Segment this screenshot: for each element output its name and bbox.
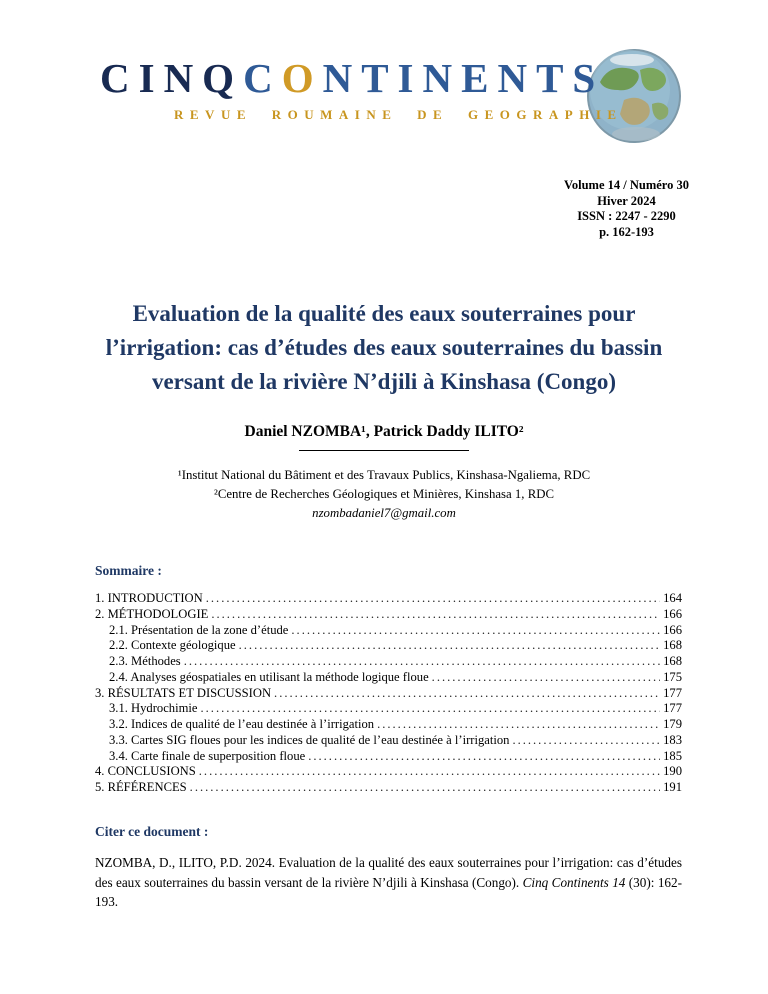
- toc-label: 1. INTRODUCTION: [95, 591, 203, 606]
- affiliation-2: ²Centre de Recherches Géologiques et Minières, Kinshasa 1, RDC: [213, 486, 555, 501]
- toc-label: 3.3. Cartes SIG floues pour les indices de qualité de l’eau destinée à l’irrigation: [109, 732, 510, 747]
- toc-item-introduction[interactable]: [95, 591, 682, 607]
- toc-item-resultats[interactable]: [95, 686, 682, 702]
- logo-o-accent: O: [281, 55, 323, 101]
- authors-divider: [299, 450, 469, 451]
- author-email[interactable]: nzombadaniel7@gmail.com: [312, 505, 456, 520]
- toc-page-number: 179: [663, 717, 682, 732]
- toc-leader-dots: [377, 717, 660, 733]
- issue-volume: Volume 14 / Numéro 30: [564, 178, 689, 192]
- table-of-contents: [95, 591, 682, 796]
- toc-item-3-3[interactable]: [95, 733, 682, 749]
- toc-page-number: 177: [663, 701, 682, 716]
- toc-page-number: 190: [663, 764, 682, 779]
- logo-cinq: CINQ: [100, 55, 244, 101]
- toc-item-2-4[interactable]: [95, 670, 682, 686]
- article-authors: Daniel NZOMBA¹, Patrick Daddy ILITO²: [244, 422, 524, 440]
- logo-c: C: [243, 55, 282, 101]
- citation-after: (30): 162-193.: [95, 874, 682, 910]
- toc-page-number: 168: [663, 654, 682, 669]
- toc-leader-dots: [239, 638, 660, 654]
- toc-item-2-3[interactable]: [95, 654, 682, 670]
- toc-label: 4. CONCLUSIONS: [95, 764, 196, 779]
- toc-leader-dots: [211, 607, 660, 623]
- toc-label: 2.4. Analyses géospatiales en utilisant la méthode logique floue: [109, 669, 429, 684]
- issue-info: [519, 178, 734, 241]
- toc-leader-dots: [291, 623, 660, 639]
- toc-page-number: 175: [663, 669, 682, 684]
- toc-page-number: 185: [663, 748, 682, 763]
- toc-leader-dots: [190, 780, 660, 796]
- citation-text: [95, 853, 682, 912]
- affiliation-1: ¹Institut National du Bâtiment et des Travaux Publics, Kinshasa-Ngaliema, RDC: [177, 467, 591, 482]
- issue-pages: p. 162-193: [599, 224, 654, 239]
- toc-page-number: 164: [663, 591, 682, 606]
- toc-label: 2.3. Méthodes: [109, 654, 181, 669]
- toc-label: 2. MÉTHODOLOGIE: [95, 606, 209, 621]
- toc-label: 2.1. Présentation de la zone d’étude: [109, 622, 289, 637]
- issue-season: Hiver 2024: [597, 193, 656, 208]
- toc-heading: Sommaire :: [95, 563, 162, 579]
- affiliations: [0, 466, 768, 524]
- toc-leader-dots: [432, 670, 660, 686]
- toc-item-3-2[interactable]: [95, 717, 682, 733]
- journal-logo: [100, 54, 768, 102]
- toc-label: 3. RÉSULTATS ET DISCUSSION: [95, 685, 272, 700]
- toc-page-number: 168: [663, 638, 682, 653]
- toc-item-conclusions[interactable]: [95, 764, 682, 780]
- article-title: Evaluation de la qualité des eaux souterraines pour l’irrigation: cas d’études des eaux souterraines du bassin versant de la rivière N’djili à Kinshasa (Congo): [105, 300, 663, 394]
- toc-label: 3.4. Carte finale de superposition floue: [109, 748, 306, 763]
- citation-journal-italic: Cinq Continents 14: [522, 874, 626, 890]
- toc-leader-dots: [201, 701, 661, 717]
- citation-heading: Citer ce document :: [95, 823, 209, 839]
- toc-leader-dots: [308, 749, 660, 765]
- toc-label: 3.1. Hydrochimie: [109, 701, 198, 716]
- toc-item-3-1[interactable]: [95, 701, 682, 717]
- toc-item-methodologie[interactable]: [95, 607, 682, 623]
- journal-tagline: REVUE ROUMAINE DE GEOGRAPHIE: [174, 107, 623, 122]
- toc-leader-dots: [199, 764, 660, 780]
- toc-page-number: 177: [663, 685, 682, 700]
- toc-item-3-4[interactable]: [95, 749, 682, 765]
- toc-item-references[interactable]: [95, 780, 682, 796]
- toc-page-number: 166: [663, 606, 682, 621]
- toc-page-number: 191: [663, 779, 682, 794]
- toc-item-2-1[interactable]: [95, 623, 682, 639]
- toc-leader-dots: [206, 591, 660, 607]
- toc-label: 2.2. Contexte géologique: [109, 638, 236, 653]
- toc-label: 5. RÉFÉRENCES: [95, 779, 187, 794]
- toc-leader-dots: [512, 733, 660, 749]
- toc-page-number: 166: [663, 622, 682, 637]
- toc-item-2-2[interactable]: [95, 638, 682, 654]
- citation-before: NZOMBA, D., ILITO, P.D. 2024. Evaluation de la qualité des eaux souterraines pour l’irrigation: cas d’études des eaux souterraines du bassin versant de la rivière N’djili à Kinshasa (Congo).: [95, 854, 682, 890]
- toc-page-number: 183: [663, 732, 682, 747]
- logo-ntinents: NTINENTS: [322, 55, 605, 101]
- toc-label: 3.2. Indices de qualité de l’eau destinée à l’irrigation: [109, 717, 375, 732]
- toc-leader-dots: [274, 686, 660, 702]
- toc-leader-dots: [184, 654, 660, 670]
- issue-issn: ISSN : 2247 - 2290: [577, 209, 676, 224]
